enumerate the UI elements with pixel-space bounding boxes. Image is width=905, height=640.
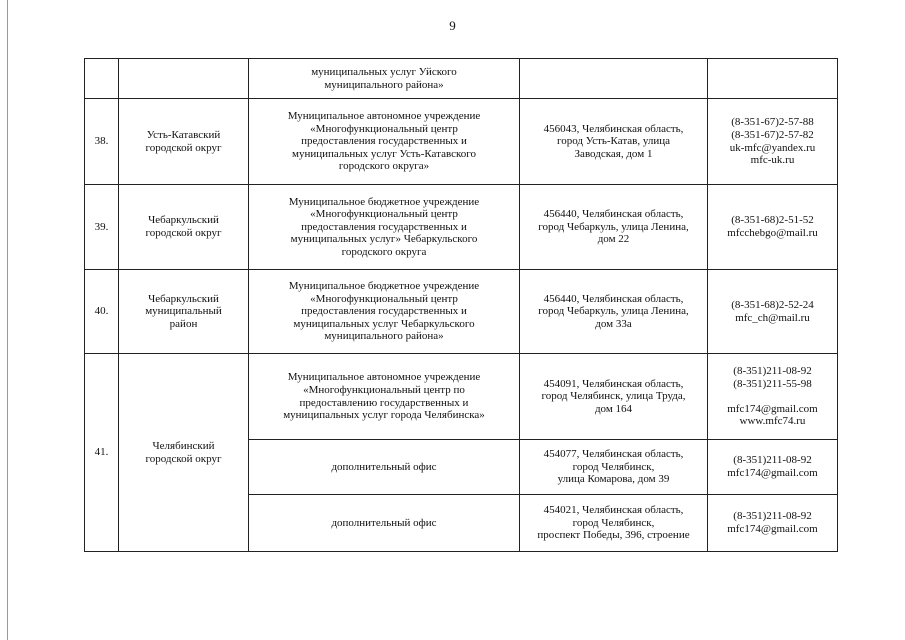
territory-cell: Усть-Катавский городской округ: [119, 99, 249, 185]
row-number: 38.: [85, 99, 119, 185]
contacts-cell: [708, 59, 838, 99]
address-cell: 456440, Челябинская область, город Чебаркуль, улица Ленина, дом 33а: [520, 270, 708, 354]
contacts-cell: (8-351-67)2-57-88 (8-351-67)2-57-82 uk-mfc@yandex.ru mfc-uk.ru: [708, 99, 838, 185]
row-number: 41.: [85, 354, 119, 552]
organization-cell: дополнительный офис: [249, 495, 520, 552]
address-cell: 454021, Челябинская область, город Челябинск, проспект Победы, 396, строение: [520, 495, 708, 552]
page-number: 9: [449, 18, 456, 33]
left-margin-rule: [7, 0, 8, 640]
territory-cell: [119, 59, 249, 99]
organization-cell: дополнительный офис: [249, 440, 520, 495]
row-number: 40.: [85, 270, 119, 354]
contacts-cell: (8-351)211-08-92 mfc174@gmail.com: [708, 495, 838, 552]
address-cell: [520, 59, 708, 99]
territory-cell: Чебаркульский городской округ: [119, 185, 249, 270]
row-number: 39.: [85, 185, 119, 270]
mfc-table: [84, 58, 838, 552]
territory-cell: Чебаркульский муниципальный район: [119, 270, 249, 354]
contacts-cell: (8-351-68)2-51-52 mfcchebgo@mail.ru: [708, 185, 838, 270]
table-row: [85, 270, 838, 354]
table-row: [85, 185, 838, 270]
organization-cell: Муниципальное бюджетное учреждение «Многофункциональный центр предоставления государственных и муниципальных услуг» Чебаркульского городского округа: [249, 185, 520, 270]
organization-cell: муниципальных услуг Уйского муниципального района»: [249, 59, 520, 99]
address-cell: 456043, Челябинская область, город Усть-Катав, улица Заводская, дом 1: [520, 99, 708, 185]
organization-cell: Муниципальное автономное учреждение «Многофункциональный центр предоставления государственных и муниципальных услуг Усть-Катавского городского округа»: [249, 99, 520, 185]
address-cell: 454091, Челябинская область, город Челябинск, улица Труда, дом 164: [520, 354, 708, 440]
contacts-cell: (8-351)211-08-92 mfc174@gmail.com: [708, 440, 838, 495]
address-cell: 456440, Челябинская область, город Чебаркуль, улица Ленина, дом 22: [520, 185, 708, 270]
table-row: [85, 354, 838, 440]
address-cell: 454077, Челябинская область, город Челябинск, улица Комарова, дом 39: [520, 440, 708, 495]
table-row: [85, 99, 838, 185]
contacts-cell: (8-351)211-08-92 (8-351)211-55-98 mfc174@gmail.com www.mfc74.ru: [708, 354, 838, 440]
territory-cell: Челябинский городской округ: [119, 354, 249, 552]
organization-cell: Муниципальное бюджетное учреждение «Многофункциональный центр предоставления государственных и муниципальных услуг Чебаркульского муниципального района»: [249, 270, 520, 354]
table-row: [85, 59, 838, 99]
organization-cell: Муниципальное автономное учреждение «Многофункциональный центр по предоставлению государственных и муниципальных услуг города Челябинска»: [249, 354, 520, 440]
contacts-cell: (8-351-68)2-52-24 mfc_ch@mail.ru: [708, 270, 838, 354]
row-number: [85, 59, 119, 99]
